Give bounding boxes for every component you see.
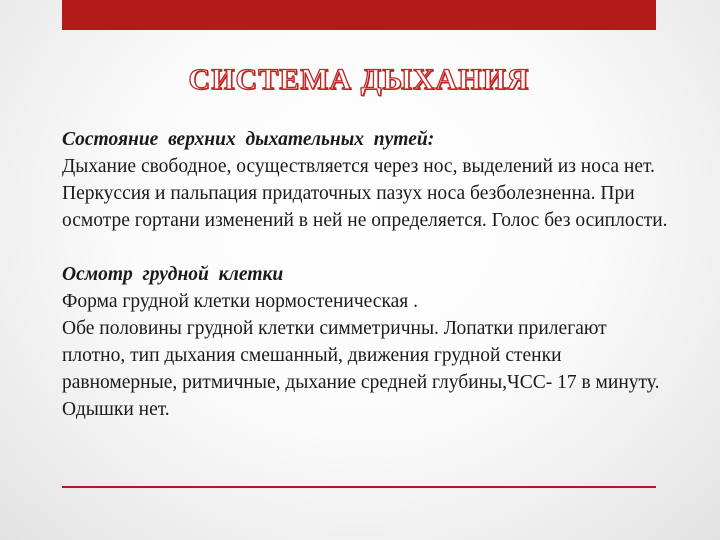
slide-title: СИСТЕМА ДЫХАНИЯ	[188, 63, 530, 96]
bottom-divider	[62, 486, 656, 488]
section-spacer	[62, 234, 672, 261]
top-accent-bar	[62, 0, 656, 30]
slide-content	[62, 126, 672, 423]
upper-airways-heading: Состояние верхних дыхательных путей:	[62, 129, 435, 150]
upper-airways-text: Дыхание свободное, осуществляется через нос, выделений из носа нет. Перкуссия и пальпация придаточных пазух носа безболезненна. При осмотре гортани изменений в ней не определяется. Голос без осиплости.	[62, 156, 668, 231]
chest-symmetry-text: Обе половины грудной клетки симметричны. Лопатки прилегают плотно, тип дыхания смешанный, движения грудной стенки равномерные, ритмичные, дыхание средней глубины,ЧСС- 17 в минуту. Одышки нет.	[62, 318, 660, 420]
chest-exam-heading: Осмотр грудной клетки	[62, 264, 284, 285]
chest-shape-text: Форма грудной клетки нормостеническая .	[62, 291, 419, 312]
